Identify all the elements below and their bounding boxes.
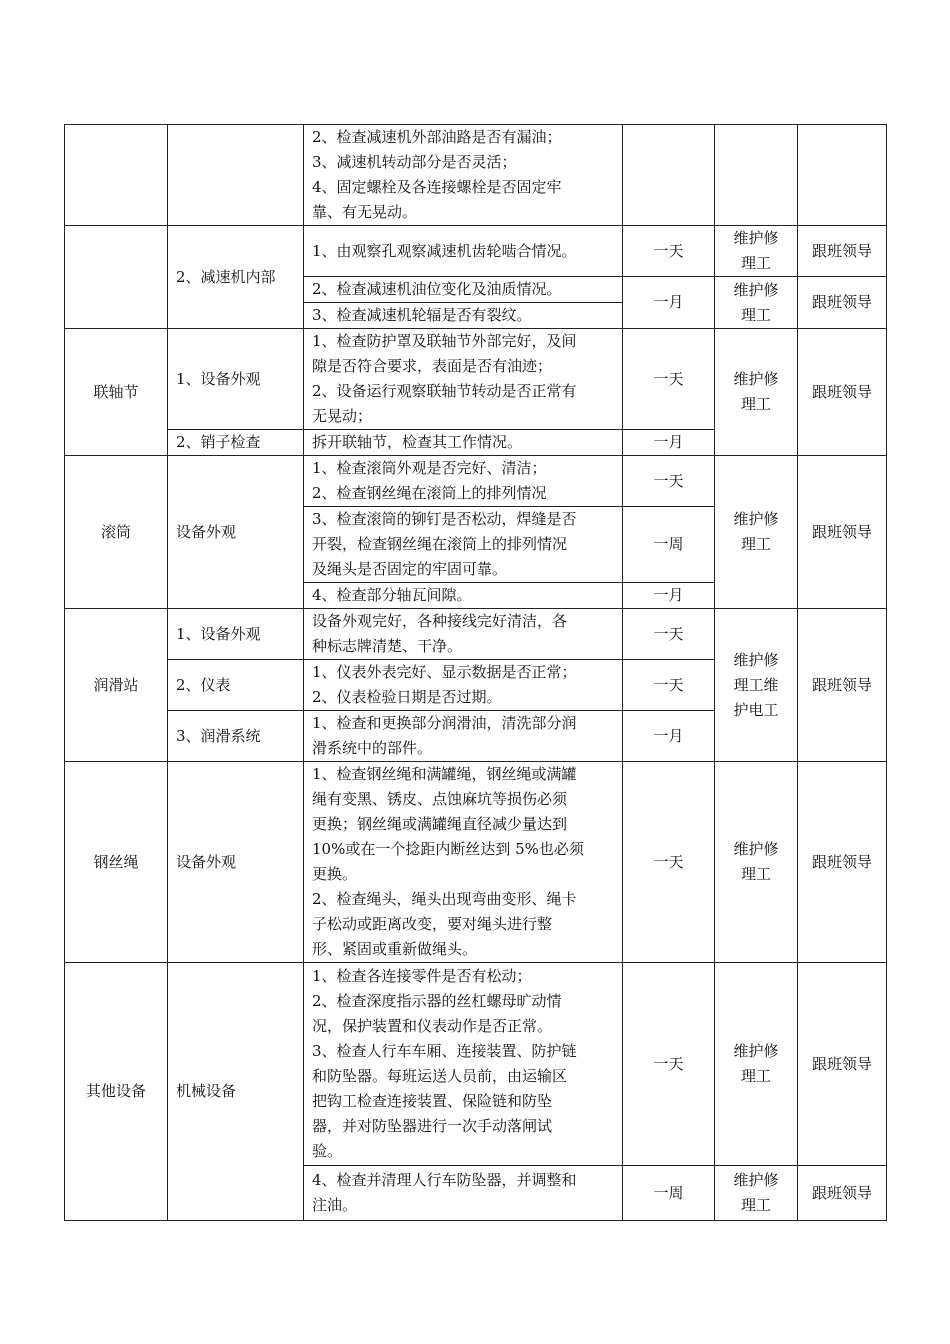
equipment-cell: 钢丝绳 xyxy=(65,762,168,963)
period-cell: 一月 xyxy=(623,583,715,609)
executor-cell: 维护修 理工 xyxy=(715,277,798,329)
content-cell: 3、检查滚筒的铆钉是否松动，焊缝是否 开裂，检查钢丝绳在滚筒上的排列情况 及绳头是否固定的牢固可靠。 xyxy=(304,507,623,583)
responsible-cell: 跟班领导 xyxy=(798,762,887,963)
period-cell: 一天 xyxy=(623,456,715,507)
item-cell: 3、润滑系统 xyxy=(168,711,304,762)
period-cell: 一天 xyxy=(623,762,715,963)
content-cell: 1、检查防护罩及联轴节外部完好，及间 隙是否符合要求，表面是否有油迹； 2、设备运行观察联轴节转动是否正常有 无晃动； xyxy=(304,329,623,430)
period-cell: 一月 xyxy=(623,430,715,456)
responsible-cell: 跟班领导 xyxy=(798,456,887,609)
responsible-cell xyxy=(798,125,887,226)
period-cell: 一月 xyxy=(623,711,715,762)
executor-cell: 维护修 理工 xyxy=(715,329,798,456)
period-cell: 一天 xyxy=(623,329,715,430)
period-cell: 一天 xyxy=(623,609,715,660)
maintenance-table xyxy=(64,124,887,1221)
period-cell: 一月 xyxy=(623,277,715,329)
content-cell: 4、检查部分轴瓦间隙。 xyxy=(304,583,623,609)
content-cell: 1、检查和更换部分润滑油，清洗部分润 滑系统中的部件。 xyxy=(304,711,623,762)
table-row xyxy=(65,762,887,963)
table-row xyxy=(65,456,887,507)
content-cell: 2、检查减速机油位变化及油质情况。 xyxy=(304,277,623,303)
content-cell: 1、由观察孔观察减速机齿轮啮合情况。 xyxy=(304,226,623,277)
equipment-cell: 润滑站 xyxy=(65,609,168,762)
item-cell: 2、仪表 xyxy=(168,660,304,711)
table-row xyxy=(65,125,887,226)
responsible-cell: 跟班领导 xyxy=(798,609,887,762)
period-cell: 一周 xyxy=(623,507,715,583)
table-row xyxy=(65,609,887,660)
executor-cell: 维护修 理工 xyxy=(715,226,798,277)
executor-cell xyxy=(715,125,798,226)
item-cell: 1、设备外观 xyxy=(168,609,304,660)
item-cell: 2、销子检查 xyxy=(168,430,304,456)
item-cell: 机械设备 xyxy=(168,963,304,1221)
executor-cell: 维护修 理工 xyxy=(715,762,798,963)
responsible-cell: 跟班领导 xyxy=(798,329,887,456)
responsible-cell: 跟班领导 xyxy=(798,226,887,277)
content-cell: 1、仪表外表完好、显示数据是否正常； 2、仪表检验日期是否过期。 xyxy=(304,660,623,711)
period-cell xyxy=(623,125,715,226)
item-cell: 1、设备外观 xyxy=(168,329,304,430)
content-cell: 拆开联轴节，检查其工作情况。 xyxy=(304,430,623,456)
content-cell: 4、检查并清理人行车防坠器，并调整和 注油。 xyxy=(304,1166,623,1221)
responsible-cell: 跟班领导 xyxy=(798,963,887,1166)
executor-cell: 维护修 理工 xyxy=(715,456,798,609)
executor-cell: 维护修 理工 xyxy=(715,1166,798,1221)
table-row xyxy=(65,226,887,277)
item-cell: 设备外观 xyxy=(168,762,304,963)
equipment-cell xyxy=(65,226,168,329)
period-cell: 一周 xyxy=(623,1166,715,1221)
equipment-cell: 联轴节 xyxy=(65,329,168,456)
content-cell: 1、检查各连接零件是否有松动； 2、检查深度指示器的丝杠螺母旷动情 况，保护装置和仪表动作是否正常。 3、检查人行车车厢、连接装置、防护链 和防坠器。每班运送人员前，由运输区 把钩工检查连接装置、保险链和防坠 器，并对防坠器进行一次手动落闸试 验。 xyxy=(304,963,623,1166)
equipment-cell xyxy=(65,125,168,226)
executor-cell: 维护修 理工 xyxy=(715,963,798,1166)
period-cell: 一天 xyxy=(623,963,715,1166)
responsible-cell: 跟班领导 xyxy=(798,1166,887,1221)
content-cell: 设备外观完好，各种接线完好清洁，各 种标志牌清楚、干净。 xyxy=(304,609,623,660)
item-cell xyxy=(168,125,304,226)
item-cell: 设备外观 xyxy=(168,456,304,609)
content-cell: 1、检查钢丝绳和满罐绳，钢丝绳或满罐 绳有变黑、锈皮、点蚀麻坑等损伤必须 更换；钢丝绳或满罐绳直径减少量达到 10%或在一个捻距内断丝达到 5%也必须 更换。 2、检查绳头，绳头出现弯曲变形、绳卡 子松动或距离改变，要对绳头进行整 形、紧固或重新做绳头。 xyxy=(304,762,623,963)
equipment-cell: 滚筒 xyxy=(65,456,168,609)
content-cell: 2、检查减速机外部油路是否有漏油； 3、减速机转动部分是否灵活； 4、固定螺栓及各连接螺栓是否固定牢 靠、有无晃动。 xyxy=(304,125,623,226)
period-cell: 一天 xyxy=(623,226,715,277)
executor-cell: 维护修 理工维 护电工 xyxy=(715,609,798,762)
responsible-cell: 跟班领导 xyxy=(798,277,887,329)
table-row xyxy=(65,329,887,430)
table-row xyxy=(65,963,887,1166)
period-cell: 一天 xyxy=(623,660,715,711)
item-cell: 2、减速机内部 xyxy=(168,226,304,329)
content-cell: 3、检查减速机轮辐是否有裂纹。 xyxy=(304,303,623,329)
equipment-cell: 其他设备 xyxy=(65,963,168,1221)
content-cell: 1、检查滚筒外观是否完好、清洁； 2、检查钢丝绳在滚筒上的排列情况 xyxy=(304,456,623,507)
